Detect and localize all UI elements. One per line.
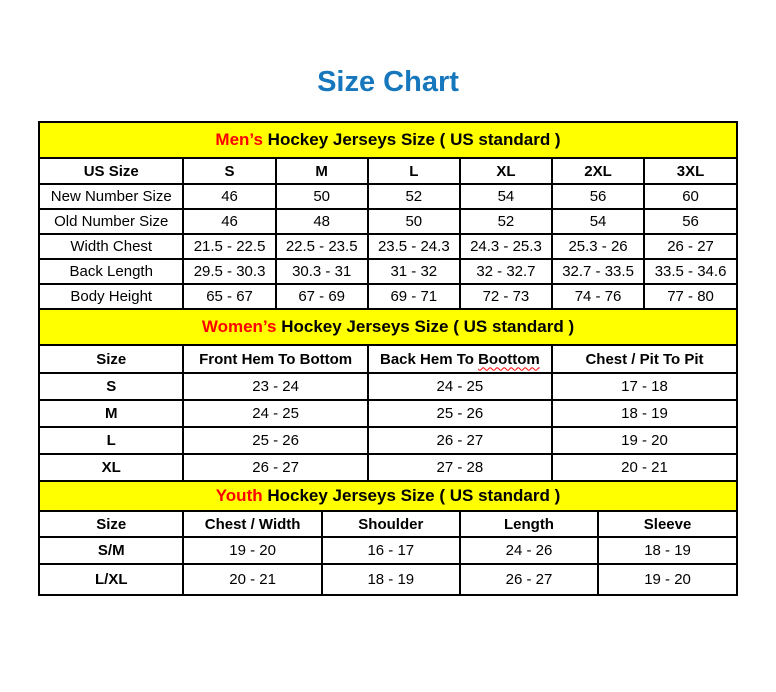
row-label: L/XL bbox=[39, 564, 183, 595]
caption-text: Hockey Jerseys Size ( US standard ) bbox=[262, 130, 561, 149]
size-value: 18 - 19 bbox=[552, 400, 737, 427]
size-value: 50 bbox=[368, 209, 460, 234]
womens-size-table bbox=[38, 308, 738, 482]
column-header: S bbox=[183, 158, 275, 184]
size-value: 26 - 27 bbox=[644, 234, 737, 259]
youth-caption bbox=[39, 481, 737, 511]
size-value: 18 - 19 bbox=[322, 564, 460, 595]
column-header: Sleeve bbox=[598, 511, 737, 537]
youth-size-table bbox=[38, 480, 738, 596]
size-value: 26 - 27 bbox=[183, 454, 367, 481]
misspelled-word: Boottom bbox=[478, 350, 540, 368]
size-value: 29.5 - 30.3 bbox=[183, 259, 275, 284]
table-row bbox=[39, 564, 737, 595]
column-header: M bbox=[276, 158, 368, 184]
size-value: 24 - 25 bbox=[183, 400, 367, 427]
table-row bbox=[39, 537, 737, 564]
size-value: 33.5 - 34.6 bbox=[644, 259, 737, 284]
size-value: 24 - 25 bbox=[368, 373, 552, 400]
table-row bbox=[39, 234, 737, 259]
size-value: 46 bbox=[183, 209, 275, 234]
size-value: 67 - 69 bbox=[276, 284, 368, 309]
size-value: 24.3 - 25.3 bbox=[460, 234, 552, 259]
size-value: 19 - 20 bbox=[598, 564, 737, 595]
womens-caption-row bbox=[39, 309, 737, 345]
size-value: 77 - 80 bbox=[644, 284, 737, 309]
size-value: 54 bbox=[460, 184, 552, 209]
size-value: 19 - 20 bbox=[552, 427, 737, 454]
column-header-text: Back Hem To bbox=[380, 350, 479, 368]
column-header: Size bbox=[39, 345, 183, 373]
size-value: 24 - 26 bbox=[460, 537, 598, 564]
size-value: 74 - 76 bbox=[552, 284, 644, 309]
caption-text: Hockey Jerseys Size ( US standard ) bbox=[262, 486, 561, 505]
size-value: 25 - 26 bbox=[368, 400, 552, 427]
table-row bbox=[39, 454, 737, 481]
row-label: XL bbox=[39, 454, 183, 481]
column-header: L bbox=[368, 158, 460, 184]
table-row bbox=[39, 184, 737, 209]
row-label: Back Length bbox=[39, 259, 183, 284]
size-value: 52 bbox=[460, 209, 552, 234]
row-label: Body Height bbox=[39, 284, 183, 309]
size-value: 72 - 73 bbox=[460, 284, 552, 309]
column-header: XL bbox=[460, 158, 552, 184]
size-value: 31 - 32 bbox=[368, 259, 460, 284]
size-value: 30.3 - 31 bbox=[276, 259, 368, 284]
table-row bbox=[39, 400, 737, 427]
size-value: 32.7 - 33.5 bbox=[552, 259, 644, 284]
row-label: L bbox=[39, 427, 183, 454]
row-label: Width Chest bbox=[39, 234, 183, 259]
row-label: Old Number Size bbox=[39, 209, 183, 234]
youth-caption-row bbox=[39, 481, 737, 511]
mens-caption-row bbox=[39, 122, 737, 158]
column-header: Front Hem To Bottom bbox=[183, 345, 367, 373]
size-value: 17 - 18 bbox=[552, 373, 737, 400]
column-header: Size bbox=[39, 511, 183, 537]
size-value: 50 bbox=[276, 184, 368, 209]
size-value: 56 bbox=[644, 209, 737, 234]
mens-caption bbox=[39, 122, 737, 158]
size-value: 26 - 27 bbox=[368, 427, 552, 454]
row-label: S bbox=[39, 373, 183, 400]
mens-header-row bbox=[39, 158, 737, 184]
size-value: 56 bbox=[552, 184, 644, 209]
column-header: Chest / Width bbox=[183, 511, 321, 537]
size-value: 23.5 - 24.3 bbox=[368, 234, 460, 259]
table-row bbox=[39, 373, 737, 400]
womens-header-row bbox=[39, 345, 737, 373]
size-value: 48 bbox=[276, 209, 368, 234]
size-value: 54 bbox=[552, 209, 644, 234]
size-value: 16 - 17 bbox=[322, 537, 460, 564]
page-title: Size Chart bbox=[317, 66, 459, 98]
table-row bbox=[39, 259, 737, 284]
size-value: 32 - 32.7 bbox=[460, 259, 552, 284]
column-header: Shoulder bbox=[322, 511, 460, 537]
row-label: M bbox=[39, 400, 183, 427]
column-header: Length bbox=[460, 511, 598, 537]
caption-text: Hockey Jerseys Size ( US standard ) bbox=[276, 317, 575, 336]
column-header: 2XL bbox=[552, 158, 644, 184]
size-value: 46 bbox=[183, 184, 275, 209]
size-value: 19 - 20 bbox=[183, 537, 321, 564]
size-value: 23 - 24 bbox=[183, 373, 367, 400]
table-row bbox=[39, 284, 737, 309]
row-label: S/M bbox=[39, 537, 183, 564]
size-value: 25 - 26 bbox=[183, 427, 367, 454]
mens-size-table bbox=[38, 121, 738, 310]
table-row bbox=[39, 427, 737, 454]
caption-highlight: Men’s bbox=[215, 130, 263, 149]
column-header: 3XL bbox=[644, 158, 737, 184]
size-value: 20 - 21 bbox=[183, 564, 321, 595]
size-value: 25.3 - 26 bbox=[552, 234, 644, 259]
caption-highlight: Youth bbox=[215, 486, 263, 505]
column-header: Chest / Pit To Pit bbox=[552, 345, 737, 373]
youth-header-row bbox=[39, 511, 737, 537]
caption-highlight: Women’s bbox=[201, 317, 277, 336]
size-value: 69 - 71 bbox=[368, 284, 460, 309]
column-header: US Size bbox=[39, 158, 183, 184]
size-value: 18 - 19 bbox=[598, 537, 737, 564]
size-value: 26 - 27 bbox=[460, 564, 598, 595]
size-tables bbox=[38, 121, 738, 596]
table-row bbox=[39, 209, 737, 234]
size-value: 65 - 67 bbox=[183, 284, 275, 309]
size-value: 20 - 21 bbox=[552, 454, 737, 481]
size-value: 21.5 - 22.5 bbox=[183, 234, 275, 259]
size-value: 27 - 28 bbox=[368, 454, 552, 481]
column-header bbox=[368, 345, 552, 373]
size-value: 52 bbox=[368, 184, 460, 209]
womens-caption bbox=[39, 309, 737, 345]
size-value: 22.5 - 23.5 bbox=[276, 234, 368, 259]
row-label: New Number Size bbox=[39, 184, 183, 209]
size-value: 60 bbox=[644, 184, 737, 209]
